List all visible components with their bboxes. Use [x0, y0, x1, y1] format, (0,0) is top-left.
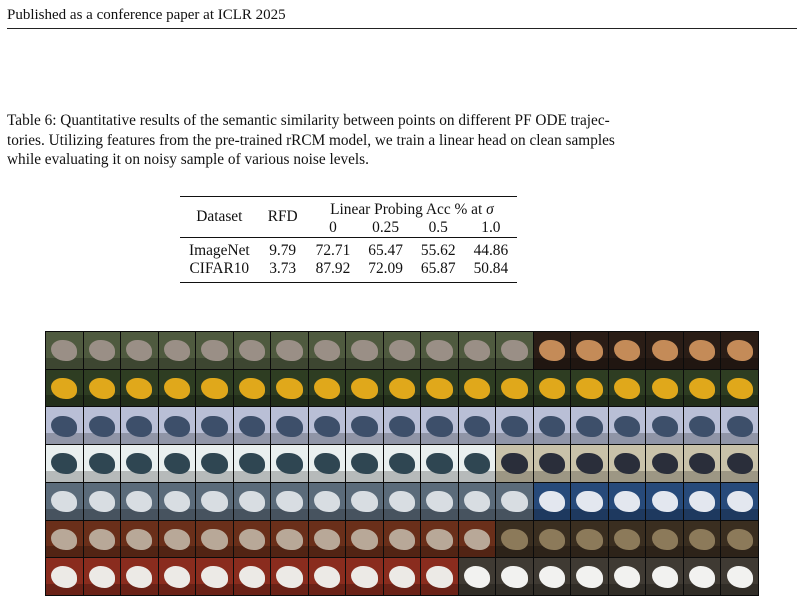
trajectory-thumbnail — [159, 558, 196, 595]
trajectory-thumbnail — [159, 407, 196, 444]
thumbnail-subject — [314, 566, 340, 587]
trajectory-thumbnail — [421, 445, 458, 482]
thumbnail-subject — [51, 566, 77, 587]
trajectory-thumbnail — [534, 483, 571, 520]
trajectory-thumbnail — [609, 407, 646, 444]
trajectory-thumbnail — [196, 483, 233, 520]
trajectory-thumbnail — [271, 407, 308, 444]
trajectory-thumbnail — [46, 370, 83, 407]
trajectory-thumbnail — [121, 558, 158, 595]
trajectory-thumbnail — [84, 521, 121, 558]
header-sigma-level: 0.25 — [372, 219, 400, 236]
thumbnail-subject — [539, 378, 565, 399]
thumbnail-subject — [614, 566, 640, 587]
cell-acc: 72.09 — [368, 260, 403, 277]
trajectory-thumbnail — [609, 370, 646, 407]
trajectory-thumbnail — [609, 483, 646, 520]
trajectory-thumbnail — [46, 483, 83, 520]
trajectory-thumbnail — [309, 558, 346, 595]
trajectory-thumbnail — [271, 332, 308, 369]
cell-dataset: ImageNet — [189, 242, 250, 259]
thumbnail-subject — [201, 416, 227, 437]
header-linear-probing-text: Linear Probing Acc % at — [330, 201, 487, 218]
trajectory-thumbnail — [721, 483, 758, 520]
trajectory-thumbnail — [346, 558, 383, 595]
thumbnail-subject — [576, 378, 602, 399]
trajectory-thumbnail — [646, 483, 683, 520]
trajectory-thumbnail — [721, 370, 758, 407]
trajectory-thumbnail — [384, 332, 421, 369]
thumbnail-subject — [727, 416, 753, 437]
trajectory-thumbnail — [684, 521, 721, 558]
trajectory-thumbnail — [309, 407, 346, 444]
trajectory-thumbnail — [646, 370, 683, 407]
trajectory-thumbnail — [46, 558, 83, 595]
trajectory-thumbnail — [84, 407, 121, 444]
trajectory-thumbnail — [684, 370, 721, 407]
trajectory-thumbnail — [421, 558, 458, 595]
trajectory-thumbnail — [459, 521, 496, 558]
trajectory-thumbnail — [346, 332, 383, 369]
cell-dataset: CIFAR10 — [189, 260, 250, 277]
header-dataset: Dataset — [196, 208, 243, 225]
trajectory-thumbnail — [234, 521, 271, 558]
trajectory-thumbnail — [196, 521, 233, 558]
trajectory-thumbnail — [46, 445, 83, 482]
trajectory-thumbnail — [646, 407, 683, 444]
trajectory-thumbnail — [534, 521, 571, 558]
cell-acc: 65.87 — [420, 260, 456, 277]
trajectory-thumbnail — [646, 558, 683, 595]
trajectory-thumbnail — [309, 370, 346, 407]
thumbnail-subject — [51, 378, 77, 399]
trajectory-thumbnail — [534, 558, 571, 595]
thumbnail-subject — [464, 416, 490, 437]
trajectory-thumbnail — [309, 521, 346, 558]
header-rfd: RFD — [267, 208, 298, 225]
trajectory-thumbnail — [571, 407, 608, 444]
trajectory-thumbnail — [346, 407, 383, 444]
thumbnail-subject — [614, 378, 640, 399]
trajectory-thumbnail — [609, 521, 646, 558]
trajectory-thumbnail — [121, 407, 158, 444]
table-row — [180, 242, 517, 260]
thumbnail-subject — [351, 491, 377, 512]
trajectory-thumbnail — [459, 332, 496, 369]
trajectory-image-grid — [45, 331, 759, 596]
trajectory-thumbnail — [534, 407, 571, 444]
trajectory-thumbnail — [84, 445, 121, 482]
thumbnail-subject — [389, 416, 415, 437]
trajectory-thumbnail — [459, 483, 496, 520]
trajectory-thumbnail — [46, 521, 83, 558]
thumbnail-subject — [426, 340, 452, 361]
thumbnail-subject — [276, 566, 302, 587]
trajectory-thumbnail — [121, 521, 158, 558]
trajectory-thumbnail — [496, 445, 533, 482]
trajectory-thumbnail — [571, 445, 608, 482]
thumbnail-subject — [51, 491, 77, 512]
trajectory-thumbnail — [234, 370, 271, 407]
thumbnail-subject — [276, 416, 302, 437]
cell-rfd: 3.73 — [269, 260, 297, 277]
trajectory-thumbnail — [159, 370, 196, 407]
thumbnail-subject — [614, 416, 640, 437]
thumbnail-subject — [501, 529, 527, 550]
trajectory-thumbnail — [384, 521, 421, 558]
thumbnail-subject — [539, 529, 565, 550]
thumbnail-subject — [426, 416, 452, 437]
table-caption — [7, 111, 797, 170]
thumbnail-subject — [689, 378, 715, 399]
trajectory-thumbnail — [609, 332, 646, 369]
thumbnail-subject — [576, 416, 602, 437]
thumbnail-subject — [501, 491, 527, 512]
trajectory-thumbnail — [534, 370, 571, 407]
trajectory-thumbnail — [196, 407, 233, 444]
trajectory-thumbnail — [384, 407, 421, 444]
thumbnail-subject — [501, 566, 527, 587]
trajectory-thumbnail — [721, 558, 758, 595]
thumbnail-subject — [426, 491, 452, 512]
trajectory-thumbnail — [384, 445, 421, 482]
cell-acc: 65.47 — [368, 242, 403, 259]
thumbnail-subject — [201, 378, 227, 399]
trajectory-thumbnail — [684, 332, 721, 369]
caption-line: while evaluating it on noisy sample of various noise levels. — [7, 151, 369, 168]
thumbnail-subject — [689, 566, 715, 587]
trajectory-thumbnail — [684, 445, 721, 482]
trajectory-thumbnail — [159, 332, 196, 369]
trajectory-thumbnail — [234, 483, 271, 520]
header-sigma-level: 0.5 — [428, 219, 448, 236]
trajectory-thumbnail — [646, 332, 683, 369]
trajectory-thumbnail — [121, 483, 158, 520]
trajectory-thumbnail — [196, 370, 233, 407]
trajectory-thumbnail — [571, 332, 608, 369]
trajectory-thumbnail — [421, 483, 458, 520]
trajectory-thumbnail — [234, 407, 271, 444]
thumbnail-subject — [164, 416, 190, 437]
trajectory-thumbnail — [309, 483, 346, 520]
trajectory-thumbnail — [646, 445, 683, 482]
trajectory-thumbnail — [346, 370, 383, 407]
trajectory-thumbnail — [84, 332, 121, 369]
trajectory-thumbnail — [421, 370, 458, 407]
thumbnail-subject — [126, 491, 152, 512]
thumbnail-subject — [201, 529, 227, 550]
trajectory-thumbnail — [384, 558, 421, 595]
cell-acc: 72.71 — [315, 242, 351, 259]
trajectory-thumbnail — [684, 407, 721, 444]
trajectory-thumbnail — [309, 445, 346, 482]
thumbnail-subject — [314, 529, 340, 550]
trajectory-thumbnail — [159, 521, 196, 558]
trajectory-thumbnail — [459, 370, 496, 407]
thumbnail-subject — [351, 378, 377, 399]
cell-acc: 87.92 — [315, 260, 351, 277]
trajectory-thumbnail — [234, 558, 271, 595]
trajectory-thumbnail — [271, 483, 308, 520]
thumbnail-subject — [51, 529, 77, 550]
trajectory-thumbnail — [571, 521, 608, 558]
trajectory-thumbnail — [46, 407, 83, 444]
thumbnail-subject — [501, 416, 527, 437]
table-header-row — [180, 197, 517, 219]
thumbnail-subject — [689, 416, 715, 437]
trajectory-thumbnail — [84, 483, 121, 520]
thumbnail-subject — [576, 340, 602, 361]
header-rule — [7, 28, 797, 29]
trajectory-thumbnail — [684, 558, 721, 595]
trajectory-thumbnail — [384, 483, 421, 520]
thumbnail-subject — [201, 491, 227, 512]
trajectory-thumbnail — [609, 558, 646, 595]
trajectory-thumbnail — [84, 370, 121, 407]
caption-line: Table 6: Quantitative results of the semantic similarity between points on different PF ODE trajec- — [7, 112, 610, 129]
trajectory-thumbnail — [646, 521, 683, 558]
thumbnail-subject — [539, 566, 565, 587]
trajectory-thumbnail — [571, 483, 608, 520]
thumbnail-subject — [51, 416, 77, 437]
trajectory-thumbnail — [196, 445, 233, 482]
trajectory-thumbnail — [196, 558, 233, 595]
thumbnail-subject — [351, 416, 377, 437]
sigma-symbol: σ — [486, 201, 494, 218]
trajectory-thumbnail — [309, 332, 346, 369]
thumbnail-subject — [689, 529, 715, 550]
thumbnail-subject — [539, 416, 565, 437]
thumbnail-subject — [239, 416, 265, 437]
thumbnail-subject — [89, 416, 115, 437]
cell-acc: 44.86 — [473, 242, 509, 259]
trajectory-thumbnail — [234, 445, 271, 482]
thumbnail-subject — [351, 529, 377, 550]
trajectory-thumbnail — [346, 483, 383, 520]
thumbnail-subject — [389, 566, 415, 587]
trajectory-thumbnail — [121, 332, 158, 369]
trajectory-thumbnail — [346, 445, 383, 482]
cell-rfd: 9.79 — [269, 242, 297, 259]
table-row — [180, 260, 517, 278]
trajectory-thumbnail — [46, 332, 83, 369]
trajectory-thumbnail — [721, 332, 758, 369]
thumbnail-subject — [576, 529, 602, 550]
trajectory-thumbnail — [346, 521, 383, 558]
trajectory-thumbnail — [421, 332, 458, 369]
thumbnail-subject — [464, 529, 490, 550]
thumbnail-subject — [314, 416, 340, 437]
trajectory-thumbnail — [496, 407, 533, 444]
trajectory-thumbnail — [721, 521, 758, 558]
trajectory-thumbnail — [684, 483, 721, 520]
trajectory-thumbnail — [384, 370, 421, 407]
thumbnail-subject — [426, 378, 452, 399]
trajectory-thumbnail — [271, 370, 308, 407]
thumbnail-subject — [576, 491, 602, 512]
trajectory-thumbnail — [721, 407, 758, 444]
trajectory-thumbnail — [159, 483, 196, 520]
thumbnail-subject — [276, 491, 302, 512]
thumbnail-subject — [351, 340, 377, 361]
trajectory-thumbnail — [271, 558, 308, 595]
header-linear-probing — [307, 197, 518, 219]
header-sigma-level: 1.0 — [481, 219, 501, 236]
trajectory-thumbnail — [534, 445, 571, 482]
thumbnail-subject — [276, 378, 302, 399]
trajectory-thumbnail — [571, 370, 608, 407]
thumbnail-subject — [126, 529, 152, 550]
thumbnail-subject — [501, 378, 527, 399]
thumbnail-subject — [126, 566, 152, 587]
thumbnail-subject — [464, 566, 490, 587]
trajectory-thumbnail — [571, 558, 608, 595]
trajectory-thumbnail — [496, 483, 533, 520]
trajectory-thumbnail — [421, 521, 458, 558]
trajectory-thumbnail — [159, 445, 196, 482]
thumbnail-subject — [351, 566, 377, 587]
thumbnail-subject — [389, 529, 415, 550]
trajectory-thumbnail — [496, 370, 533, 407]
thumbnail-subject — [126, 378, 152, 399]
thumbnail-subject — [426, 566, 452, 587]
thumbnail-subject — [201, 566, 227, 587]
trajectory-thumbnail — [121, 370, 158, 407]
header-sigma-level: 0 — [329, 219, 337, 236]
trajectory-thumbnail — [271, 521, 308, 558]
results-table — [180, 196, 517, 283]
trajectory-thumbnail — [84, 558, 121, 595]
thumbnail-subject — [501, 340, 527, 361]
thumbnail-subject — [126, 416, 152, 437]
cell-acc: 55.62 — [420, 242, 456, 259]
trajectory-thumbnail — [496, 332, 533, 369]
thumbnail-subject — [614, 529, 640, 550]
trajectory-thumbnail — [459, 558, 496, 595]
trajectory-thumbnail — [721, 445, 758, 482]
trajectory-thumbnail — [271, 445, 308, 482]
running-header: Published as a conference paper at ICLR 2025 — [7, 7, 286, 23]
trajectory-thumbnail — [421, 407, 458, 444]
trajectory-thumbnail — [196, 332, 233, 369]
trajectory-thumbnail — [496, 558, 533, 595]
trajectory-thumbnail — [496, 521, 533, 558]
trajectory-thumbnail — [534, 332, 571, 369]
thumbnail-subject — [426, 529, 452, 550]
caption-line: tories. Utilizing features from the pre-trained rRCM model, we train a linear head on clean samples — [7, 131, 615, 149]
cell-acc: 50.84 — [473, 260, 509, 277]
thumbnail-subject — [276, 529, 302, 550]
thumbnail-subject — [239, 529, 265, 550]
thumbnail-subject — [576, 566, 602, 587]
trajectory-thumbnail — [459, 445, 496, 482]
trajectory-thumbnail — [121, 445, 158, 482]
trajectory-thumbnail — [234, 332, 271, 369]
trajectory-thumbnail — [459, 407, 496, 444]
trajectory-thumbnail — [609, 445, 646, 482]
